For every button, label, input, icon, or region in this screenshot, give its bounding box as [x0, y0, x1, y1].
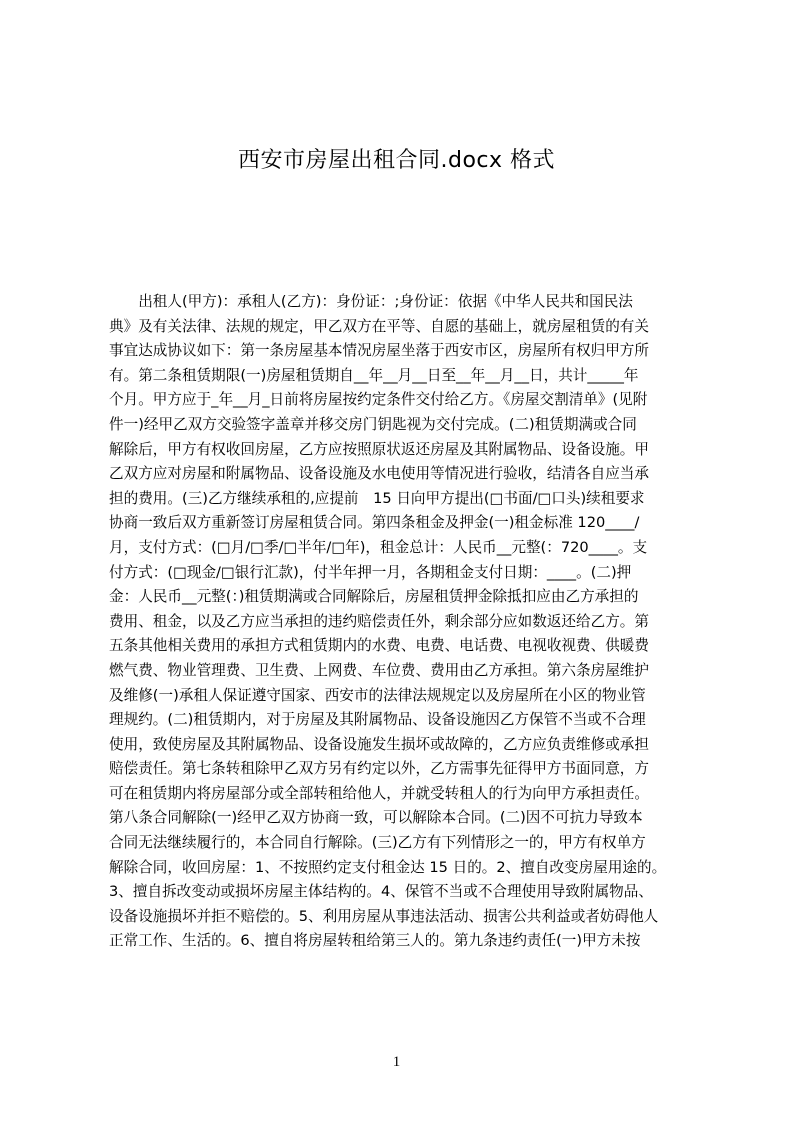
body-line: 担的费用。(三)乙方继续承租的,应提前 15 日向甲方提出(□书面/□口头)续租要求	[109, 489, 645, 507]
body-line: 有。第二条租赁期限(一)房屋租赁期自__年__月__日至__年__月__日，共计_____年	[109, 366, 639, 384]
body-line: 使用，致使房屋及其附属物品、设备设施发生损坏或故障的，乙方应负责维修或承担	[109, 735, 649, 753]
body-line: 金：人民币__元整(：)租赁期满或合同解除后，房屋租赁押金除抵扣应由乙方承担的	[109, 588, 639, 606]
body-line: 理规约。(二)租赁期内，对于房屋及其附属物品、设备设施因乙方保管不当或不合理	[109, 711, 646, 729]
body-line: 燃气费、物业管理费、卫生费、上网费、车位费、费用由乙方承担。第六条房屋维护	[109, 661, 649, 679]
body-line: 付方式：(□现金/□银行汇款)，付半年押一月，各期租金支付日期：____。(二)押	[109, 563, 632, 581]
body-line: 个月。甲方应于_年__月_日前将房屋按约定条件交付给乙方。《房屋交割清单》(见附	[109, 391, 648, 409]
body-line: 解除后，甲方有权收回房屋，乙方应按照原状返还房屋及其附属物品、设备设施。甲	[109, 440, 649, 458]
body-line: 五条其他相关费用的承担方式租赁期内的水费、电费、电话费、电视收视费、供暖费	[109, 637, 649, 655]
body-line: 正常工作、生活的。6、擅自将房屋转租给第三人的。第九条违约责任(一)甲方未按	[109, 932, 641, 950]
body-line: 第八条合同解除(一)经甲乙双方协商一致，可以解除本合同。(二)因不可抗力导致本	[109, 809, 643, 827]
body-line: 可在租赁期内将房屋部分或全部转租给他人，并就受转租人的行为向甲方承担责任。	[109, 784, 649, 802]
body-line: 费用、租金，以及乙方应当承担的违约赔偿责任外，剩余部分应如数返还给乙方。第	[109, 612, 649, 630]
body-line: 协商一致后双方重新签订房屋租赁合同。第四条租金及押金(一)租金标准 120____/	[109, 514, 640, 532]
body-line: 及维修(一)承租人保证遵守国家、西安市的法律法规规定以及房屋所在小区的物业管	[109, 686, 646, 704]
body-line: 设备设施损坏并拒不赔偿的。5、利用房屋从事违法活动、损害公共利益或者妨碍他人	[109, 907, 659, 925]
body-line: 出租人(甲方)：承租人(乙方)：身份证：;身份证：依据《中华人民共和国民法	[109, 293, 633, 310]
body-line: 解除合同，收回房屋：1、不按照约定支付租金达 15 日的。2、擅自改变房屋用途的。	[109, 858, 667, 876]
body-line: 3、擅自拆改变动或损坏房屋主体结构的。4、保管不当或不合理使用导致附属物品、	[109, 883, 653, 901]
document-title: 西安市房屋出租合同.docx 格式	[237, 148, 556, 173]
page-number: 1	[392, 1054, 401, 1070]
body-line: 事宜达成协议如下：第一条房屋基本情况房屋坐落于西安市区，房屋所有权归甲方所	[109, 342, 649, 360]
body-line: 件一)经甲乙双方交验签字盖章并移交房门钥匙视为交付完成。(二)租赁期满或合同	[109, 415, 637, 433]
body-line: 合同无法继续履行的，本合同自行解除。(三)乙方有下列情形之一的，甲方有权单方	[109, 834, 646, 852]
body-line: 典》及有关法律、法规的规定，甲乙双方在平等、自愿的基础上，就房屋租赁的有关	[109, 317, 649, 335]
body-line: 赔偿责任。第七条转租除甲乙双方另有约定以外，乙方需事先征得甲方书面同意，方	[109, 760, 649, 778]
body-line: 乙双方应对房屋和附属物品、设备设施及水电使用等情况进行验收，结清各自应当承	[109, 465, 649, 483]
contract-body	[109, 290, 699, 950]
body-line: 月，支付方式：(□月/□季/□半年/□年)，租金总计：人民币__元整(：720____。支	[109, 538, 648, 556]
